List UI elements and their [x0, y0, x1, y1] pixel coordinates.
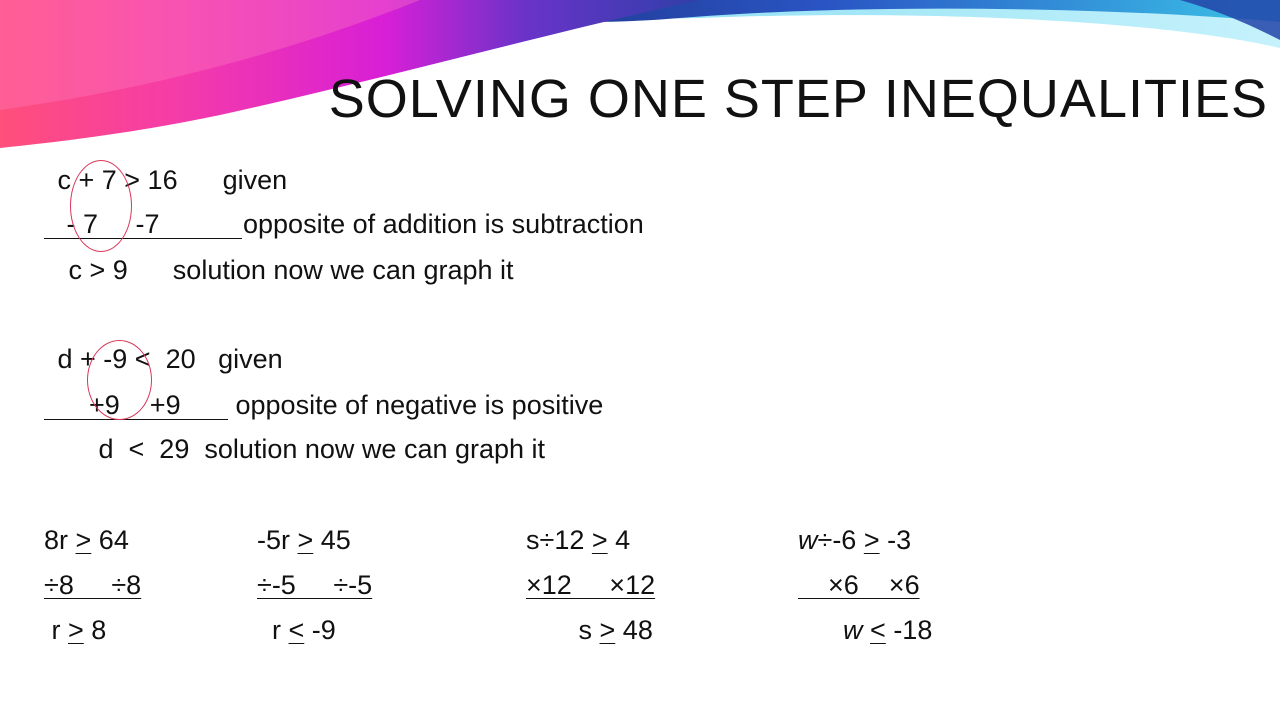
problem3-inequality: s÷12 > 4 — [526, 525, 631, 555]
example2-circle — [87, 340, 152, 420]
example2-line2-ops: +9 +9 — [44, 390, 181, 420]
problem4-op: > — [863, 525, 880, 555]
problem4-answer: w < -18 — [843, 615, 933, 645]
problem1-answer: r > 8 — [44, 615, 107, 645]
problem2-inequality: -5r > 45 — [257, 525, 351, 555]
example1-underline — [44, 238, 242, 239]
example1-line2-note: opposite of addition is subtraction — [243, 209, 644, 239]
problem1-op: > — [75, 525, 92, 555]
problem1-step: ÷8 ÷8 — [44, 570, 142, 600]
problem4-step: ×6 ×6 — [798, 570, 920, 600]
example1-line1: c + 7 > 16 given — [50, 165, 288, 195]
problem3-answer: s > 48 — [526, 615, 653, 645]
problem3-op: > — [591, 525, 608, 555]
problem3-step: ×12 ×12 — [526, 570, 656, 600]
problem1-inequality: 8r > 64 — [44, 525, 129, 555]
problem4-inequality: w÷-6 > -3 — [798, 525, 912, 555]
example2-underline — [44, 419, 228, 420]
problem2-step: ÷-5 ÷-5 — [257, 570, 373, 600]
problem2-op: > — [297, 525, 314, 555]
example2-line3: d < 29 solution now we can graph it — [46, 434, 546, 464]
example1-line2-ops: - 7 -7 — [44, 209, 160, 239]
example1-line3: c > 9 solution now we can graph it — [46, 255, 514, 285]
example1-circle — [70, 160, 132, 252]
example2-line2-note: opposite of negative is positive — [228, 390, 604, 420]
slide-title: SOLVING ONE STEP INEQUALITIES — [328, 69, 1268, 129]
problem2-answer: r < -9 — [257, 615, 336, 645]
example2-line1: d + -9 < 20 given — [50, 344, 283, 374]
